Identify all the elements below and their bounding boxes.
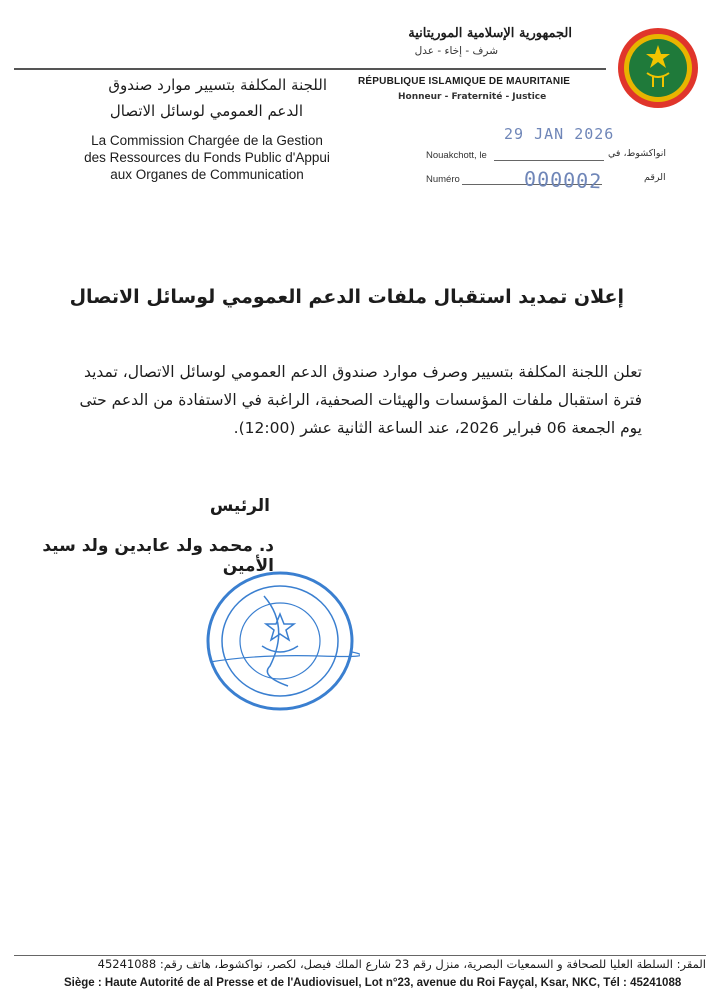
number-label-french: Numéro: [426, 174, 460, 185]
place-label-arabic: انواكشوط، في: [608, 148, 667, 159]
body-line: تعلن اللجنة المكلفة بتسيير وصرف موارد صندوق الدعم العمومي لوسائل الاتصال، تمديد: [83, 363, 642, 381]
commission-seal-icon: [200, 566, 360, 716]
date-line: [494, 160, 604, 161]
motto-french: Honneur - Fraternité - Justice: [398, 92, 547, 102]
body-line: يوم الجمعة 06 فبراير 2026، عند الساعة الثانية عشر (12:00).: [233, 419, 642, 437]
motto-arabic: شرف - إخاء - عدل: [414, 45, 498, 57]
commission-name-french: [72, 132, 342, 183]
footer-address-french: Siège : Haute Autorité de al Presse et de l'Audiovisuel, Lot n°23, avenue du Roi Fayçal, Ksar, NKC, Tél : 45241088: [64, 977, 682, 989]
commission-name-arabic-line1: اللجنة المكلفة بتسيير موارد صندوق: [108, 76, 327, 94]
commission-french-line: aux Organes de Communication: [110, 167, 304, 182]
announcement-title: إعلان تمديد استقبال ملفات الدعم العمومي لوسائل الاتصال: [69, 286, 624, 308]
footer-divider: [14, 955, 706, 956]
commission-french-line: La Commission Chargée de la Gestion: [91, 133, 323, 148]
number-label-arabic: الرقم: [644, 172, 666, 183]
commission-name-arabic-line2: الدعم العمومي لوسائل الاتصال: [109, 102, 303, 120]
date-stamp: 29 JAN 2026: [504, 125, 615, 143]
signatory-name: د. محمد ولد عابدين ولد سيد الأمين: [42, 536, 274, 576]
header-divider: [14, 68, 606, 70]
number-stamp: 000002: [523, 166, 603, 194]
commission-french-line: des Ressources du Fonds Public d'Appui: [84, 150, 330, 165]
republic-name-arabic: الجمهورية الإسلامية الموريتانية: [408, 26, 572, 41]
place-label-french: Nouakchott, le: [426, 150, 487, 161]
signatory-title: الرئيس: [209, 496, 270, 516]
announcement-body: [79, 358, 642, 442]
republic-name-french: RÉPUBLIQUE ISLAMIQUE DE MAURITANIE: [358, 76, 571, 87]
mauritania-coat-of-arms-icon: [617, 27, 699, 109]
footer-address-arabic: المقر: السلطة العليا للصحافة و السمعيات البصرية، منزل رقم 23 شارع الملك فيصل، لكصر، نواكشوط، هاتف رقم: 45241088: [97, 957, 706, 971]
body-line: فترة استقبال ملفات المؤسسات والهيئات الصحفية، الراغبة في الاستفادة من الدعم حتى: [79, 391, 642, 409]
